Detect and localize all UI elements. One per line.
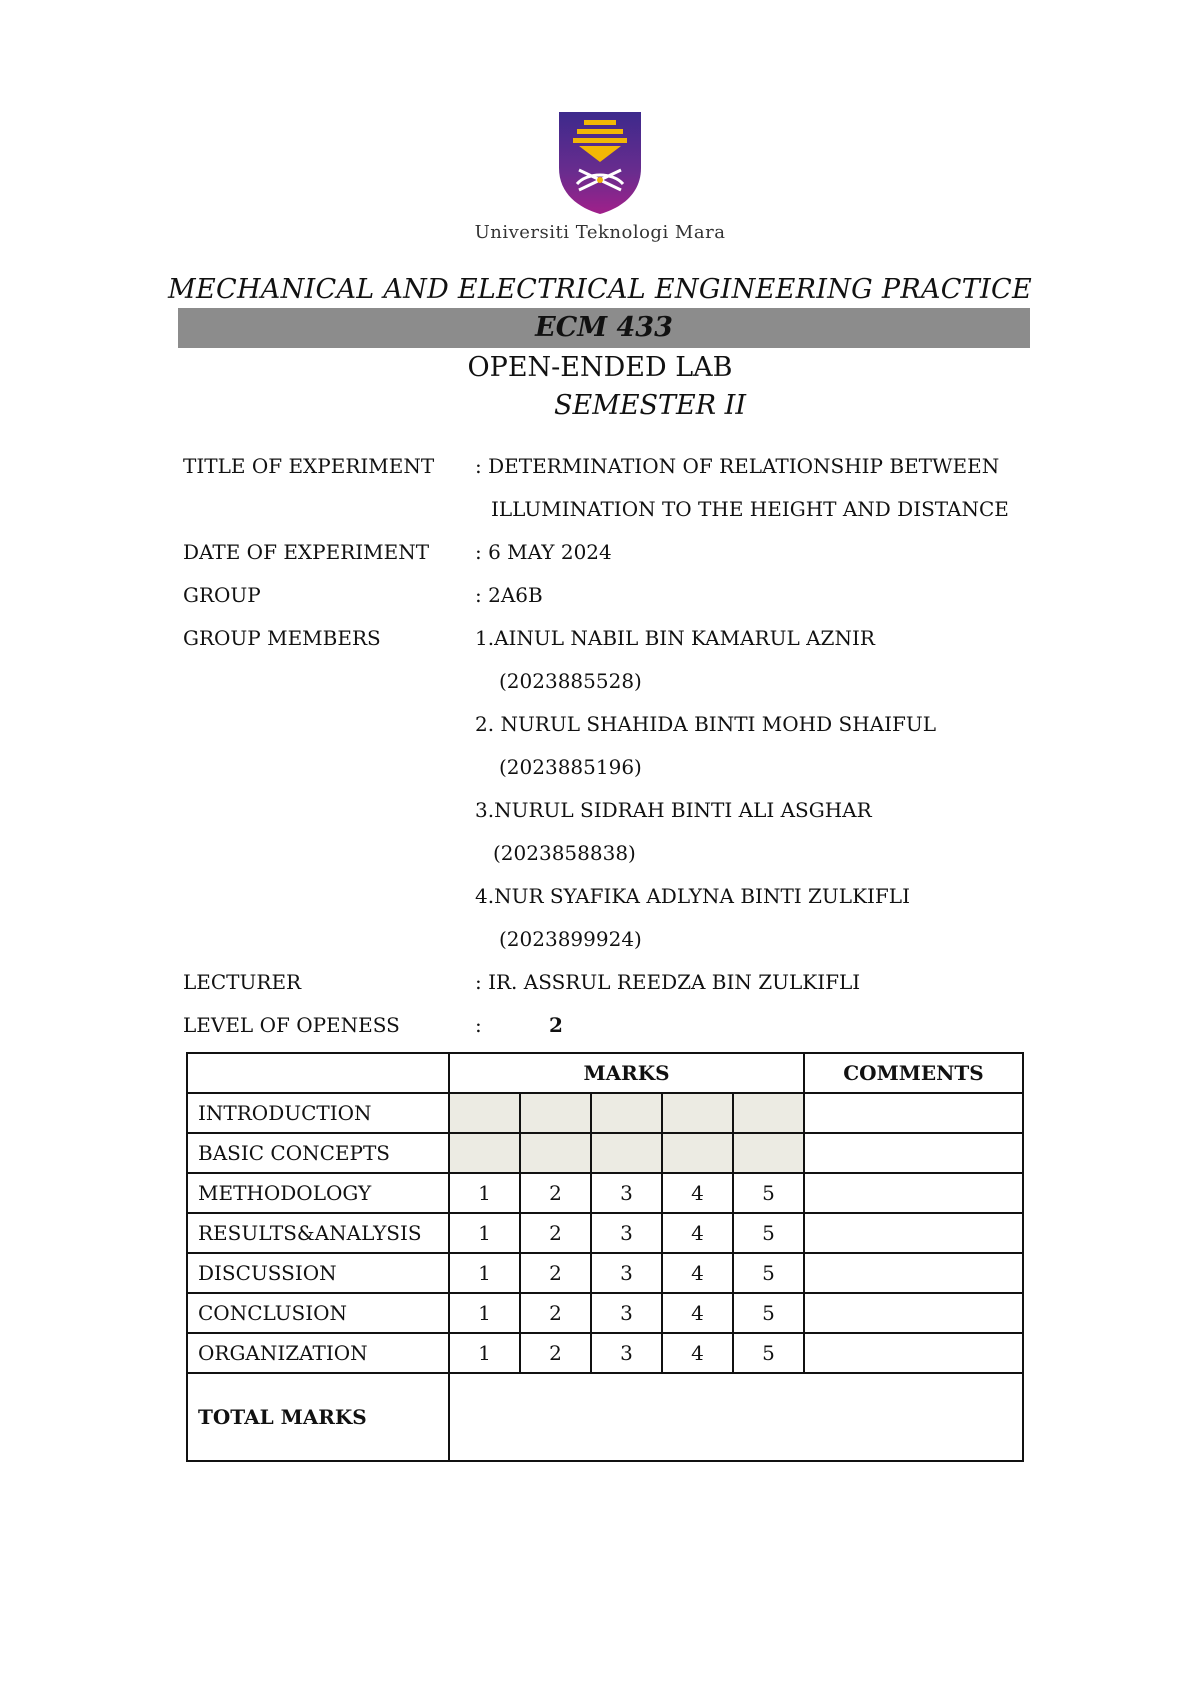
table-row: [187, 1093, 1023, 1133]
comment-cell[interactable]: [804, 1333, 1023, 1373]
score-cell[interactable]: 5: [733, 1213, 804, 1253]
lecturer-value: : IR. ASSRUL REEDZA BIN ZULKIFLI: [475, 970, 861, 994]
score-cell[interactable]: 1: [449, 1333, 520, 1373]
score-cell[interactable]: 5: [733, 1253, 804, 1293]
score-cell[interactable]: [520, 1133, 591, 1173]
score-cell[interactable]: 2: [520, 1293, 591, 1333]
comments-header: COMMENTS: [804, 1053, 1023, 1093]
score-cell[interactable]: 1: [449, 1213, 520, 1253]
members-row: [183, 626, 1083, 656]
title-label: TITLE OF EXPERIMENT: [183, 454, 435, 478]
score-cell[interactable]: [449, 1093, 520, 1133]
date-label: DATE OF EXPERIMENT: [183, 540, 430, 564]
score-cell[interactable]: 3: [591, 1173, 662, 1213]
member-name: 2. NURUL SHAHIDA BINTI MOHD SHAIFUL: [475, 712, 937, 736]
date-value: : 6 MAY 2024: [475, 540, 612, 564]
group-label: GROUP: [183, 583, 261, 607]
score-cell[interactable]: 5: [733, 1293, 804, 1333]
score-cell[interactable]: [591, 1093, 662, 1133]
score-cell[interactable]: 4: [662, 1213, 733, 1253]
criterion-label: INTRODUCTION: [187, 1093, 449, 1133]
total-marks-label: TOTAL MARKS: [187, 1373, 449, 1461]
criterion-label: CONCLUSION: [187, 1293, 449, 1333]
marks-header: MARKS: [449, 1053, 804, 1093]
uitm-crest-icon: [557, 110, 643, 216]
lecturer-row: [183, 970, 1083, 1000]
score-cell[interactable]: 2: [520, 1213, 591, 1253]
course-code-bar: [178, 308, 1030, 348]
score-cell[interactable]: 3: [591, 1333, 662, 1373]
score-cell[interactable]: 4: [662, 1253, 733, 1293]
comment-cell[interactable]: [804, 1093, 1023, 1133]
lab-title: OPEN-ENDED LAB: [467, 352, 733, 383]
criterion-label: ORGANIZATION: [187, 1333, 449, 1373]
member-id-row: [183, 669, 1083, 699]
comment-cell[interactable]: [804, 1293, 1023, 1333]
openness-colon: :: [475, 1013, 482, 1037]
group-value: : 2A6B: [475, 583, 543, 607]
score-cell[interactable]: 1: [449, 1173, 520, 1213]
lecturer-label: LECTURER: [183, 970, 302, 994]
date-row: [183, 540, 1083, 570]
course-title: MECHANICAL AND ELECTRICAL ENGINEERING PRACTICE: [168, 274, 1032, 305]
table-row: [187, 1133, 1023, 1173]
title-value-line1: : DETERMINATION OF RELATIONSHIP BETWEEN: [475, 454, 1000, 478]
semester: SEMESTER II: [553, 390, 747, 421]
member-name: 4.NUR SYAFIKA ADLYNA BINTI ZULKIFLI: [475, 884, 910, 908]
score-cell[interactable]: 5: [733, 1333, 804, 1373]
member-id: (2023885196): [499, 755, 642, 779]
table-header-row: [187, 1053, 1023, 1093]
score-cell[interactable]: 2: [520, 1173, 591, 1213]
score-cell[interactable]: 4: [662, 1293, 733, 1333]
score-cell[interactable]: [733, 1093, 804, 1133]
university-name: Universiti Teknologi Mara: [474, 222, 726, 243]
title-row-continued: [183, 497, 1083, 527]
table-row: [187, 1253, 1023, 1293]
group-row: [183, 583, 1083, 613]
score-cell[interactable]: [520, 1093, 591, 1133]
total-row: [187, 1373, 1023, 1461]
member-id: (2023899924): [499, 927, 642, 951]
marks-table: [186, 1052, 1024, 1462]
score-cell[interactable]: [591, 1133, 662, 1173]
title-row: [183, 454, 1083, 484]
criterion-label: RESULTS&ANALYSIS: [187, 1213, 449, 1253]
table-header-blank: [187, 1053, 449, 1093]
member-id: (2023858838): [493, 841, 636, 865]
criterion-label: BASIC CONCEPTS: [187, 1133, 449, 1173]
score-cell[interactable]: 3: [591, 1253, 662, 1293]
comment-cell[interactable]: [804, 1253, 1023, 1293]
score-cell[interactable]: [733, 1133, 804, 1173]
openness-value: 2: [549, 1013, 563, 1037]
table-row: [187, 1333, 1023, 1373]
score-cell[interactable]: 2: [520, 1253, 591, 1293]
course-code: ECM 433: [535, 312, 673, 343]
table-row: [187, 1173, 1023, 1213]
table-row: [187, 1213, 1023, 1253]
comment-cell[interactable]: [804, 1133, 1023, 1173]
comment-cell[interactable]: [804, 1173, 1023, 1213]
member-row: [183, 712, 1083, 742]
score-cell[interactable]: 3: [591, 1213, 662, 1253]
score-cell[interactable]: 4: [662, 1173, 733, 1213]
member-id-row: [183, 841, 1083, 871]
comment-cell[interactable]: [804, 1213, 1023, 1253]
criterion-label: METHODOLOGY: [187, 1173, 449, 1213]
table-row: [187, 1293, 1023, 1333]
member-row: [183, 798, 1083, 828]
university-logo: [0, 110, 1200, 216]
score-cell[interactable]: 4: [662, 1333, 733, 1373]
total-marks-cell[interactable]: [449, 1373, 1023, 1461]
members-label: GROUP MEMBERS: [183, 626, 381, 650]
title-value-line2: ILLUMINATION TO THE HEIGHT AND DISTANCE: [491, 497, 1009, 521]
score-cell[interactable]: 2: [520, 1333, 591, 1373]
score-cell[interactable]: 3: [591, 1293, 662, 1333]
score-cell[interactable]: 1: [449, 1253, 520, 1293]
member-row: [183, 884, 1083, 914]
member-id: (2023885528): [499, 669, 642, 693]
score-cell[interactable]: [662, 1093, 733, 1133]
member-name: 3.NURUL SIDRAH BINTI ALI ASGHAR: [475, 798, 872, 822]
score-cell[interactable]: [449, 1133, 520, 1173]
score-cell[interactable]: [662, 1133, 733, 1173]
score-cell[interactable]: 5: [733, 1173, 804, 1213]
member-id-row: [183, 755, 1083, 785]
member-id-row: [183, 927, 1083, 957]
score-cell[interactable]: 1: [449, 1293, 520, 1333]
member-name: 1.AINUL NABIL BIN KAMARUL AZNIR: [475, 626, 875, 650]
openness-row: [183, 1013, 1083, 1043]
openness-label: LEVEL OF OPENESS: [183, 1013, 400, 1037]
criterion-label: DISCUSSION: [187, 1253, 449, 1293]
